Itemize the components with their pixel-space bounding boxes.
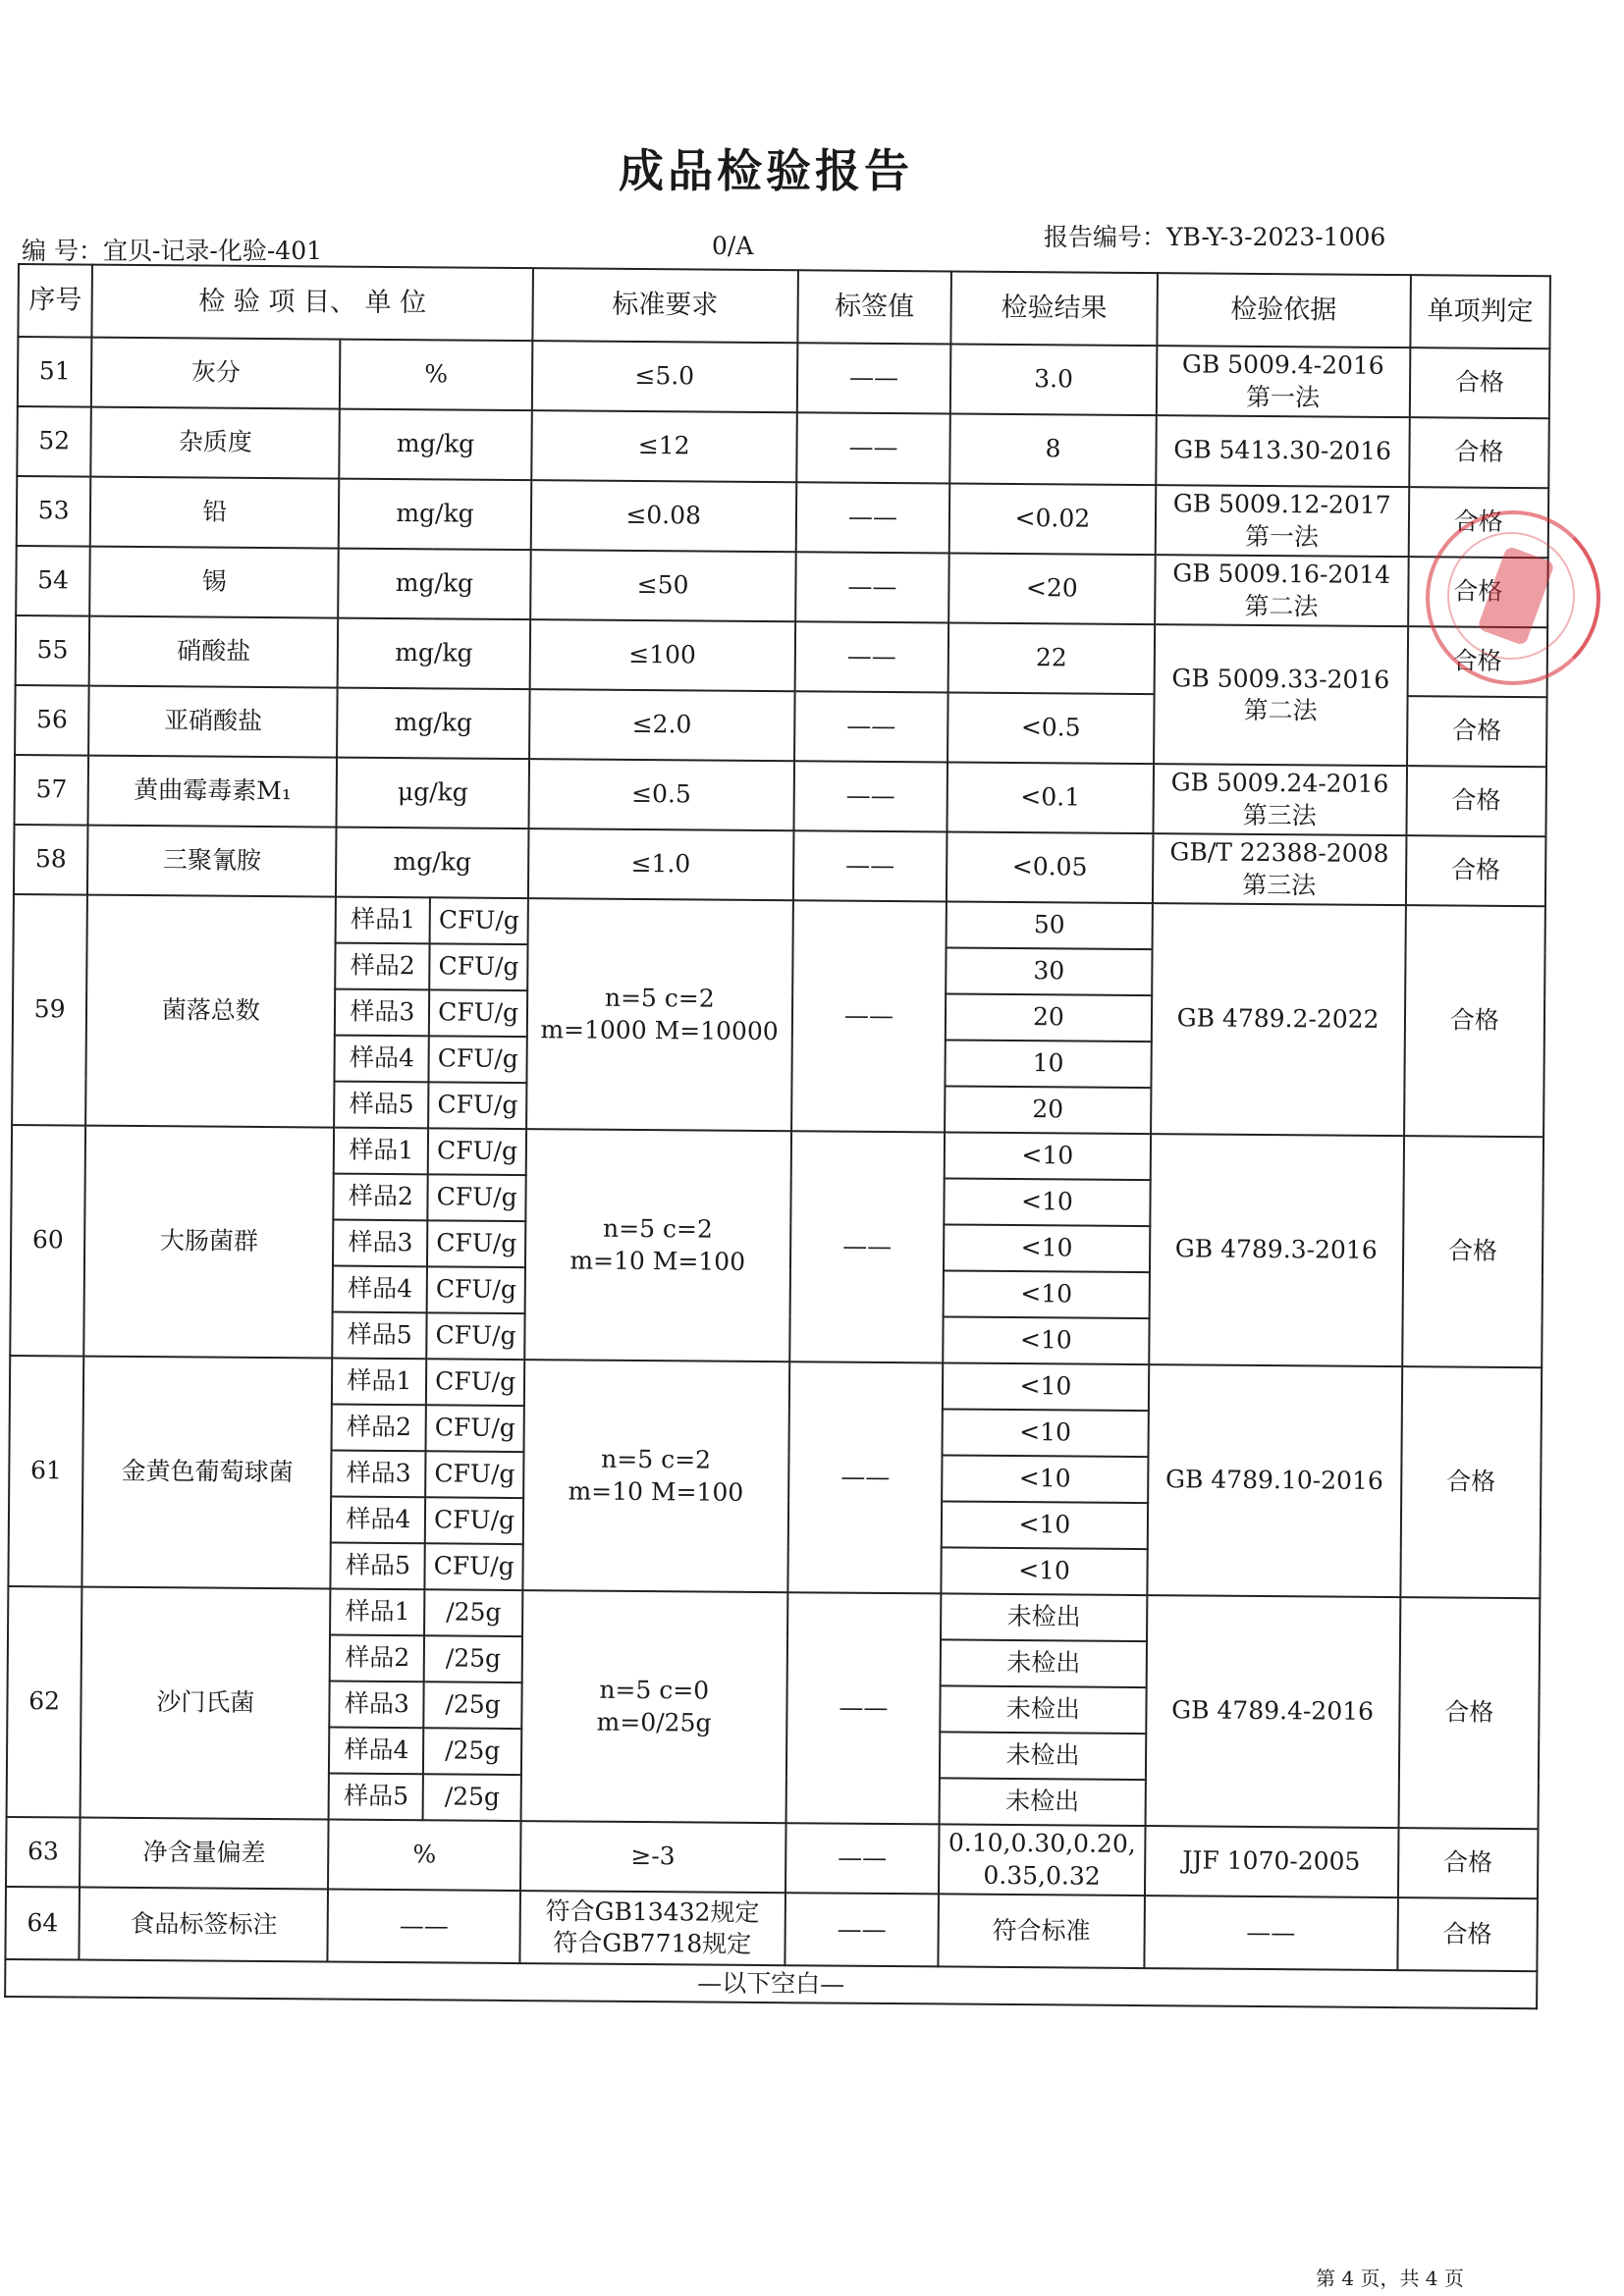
sample-unit: CFU/g (428, 1128, 526, 1175)
label-value: —— (794, 691, 948, 762)
item-name: 黄曲霉毒素M₁ (88, 756, 338, 828)
verdict: 合格 (1409, 417, 1549, 488)
label-value: —— (795, 552, 949, 622)
verdict: 合格 (1407, 696, 1547, 767)
sample-unit: CFU/g (425, 1497, 523, 1544)
sample-label: 样品5 (331, 1543, 426, 1590)
item-name: 食品标签标注 (80, 1888, 329, 1962)
sample-result: 未检出 (941, 1593, 1146, 1641)
standard: ≤0.5 (528, 759, 793, 830)
item-unit: mg/kg (338, 549, 530, 620)
result: <0.02 (949, 483, 1156, 555)
sample-result: <10 (945, 1132, 1150, 1180)
row-no: 52 (17, 406, 91, 477)
sample-result: <10 (943, 1362, 1148, 1411)
basis: JJF 1070-2005 (1144, 1826, 1398, 1897)
table-header-row (18, 264, 1550, 348)
sample-unit: CFU/g (426, 1451, 524, 1498)
sample-unit: /25g (423, 1728, 521, 1775)
sample-unit: CFU/g (430, 897, 528, 944)
label-value: —— (787, 1362, 944, 1593)
standard: ≤12 (531, 410, 796, 482)
standard: n=5 c=2 m=1000 M=10000 (526, 898, 793, 1131)
label-value: —— (794, 621, 948, 692)
label-value: —— (789, 1131, 946, 1362)
sample-label: 样品4 (333, 1266, 428, 1313)
col-verdict-header: 单项判定 (1410, 275, 1550, 348)
sample-result: <10 (944, 1270, 1149, 1318)
sample-result: 10 (946, 1040, 1151, 1088)
label-value: —— (785, 1592, 942, 1824)
item-name: 锡 (89, 547, 339, 618)
table-row (5, 1887, 1538, 1971)
standard: ≤5.0 (532, 341, 797, 412)
item-unit: mg/kg (340, 409, 532, 481)
label-value: —— (796, 412, 950, 483)
col-standard-header: 标准要求 (532, 268, 797, 343)
sample-label: 样品4 (329, 1728, 424, 1775)
sample-result: 50 (947, 901, 1152, 949)
sample-unit: /25g (424, 1589, 522, 1636)
result: 符合标准 (939, 1894, 1145, 1968)
item-unit: mg/kg (336, 828, 528, 899)
sample-label: 样品5 (333, 1312, 428, 1360)
row-no: 51 (18, 337, 92, 407)
sample-unit: CFU/g (427, 1220, 525, 1267)
table-row (16, 546, 1548, 627)
result: 3.0 (950, 344, 1157, 415)
item-unit: % (340, 340, 532, 411)
table-row (6, 1817, 1539, 1898)
item-name: 亚硝酸盐 (88, 686, 338, 758)
row-no: 59 (12, 894, 87, 1126)
sample-label: 样品3 (333, 1220, 428, 1267)
item-name: 菌落总数 (85, 895, 336, 1128)
row-no: 61 (8, 1356, 83, 1587)
sample-unit: CFU/g (427, 1266, 525, 1313)
item-name: 大肠菌群 (84, 1126, 335, 1359)
col-item-header: 检 验 项 目、 单 位 (92, 265, 533, 342)
result: 8 (950, 413, 1157, 485)
sample-unit: CFU/g (425, 1543, 523, 1590)
sample-label: 样品3 (330, 1682, 425, 1729)
verdict: 合格 (1407, 626, 1547, 697)
item-unit: mg/kg (337, 688, 529, 760)
standard: n=5 c=2 m=10 M=100 (522, 1360, 789, 1592)
standard: ≤0.08 (531, 480, 796, 552)
verdict: 合格 (1397, 1897, 1538, 1971)
basis: GB 5009.4-2016 第一法 (1156, 346, 1410, 417)
label-value: —— (793, 761, 947, 831)
item-name: 铅 (90, 477, 340, 549)
sample-label: 样品1 (332, 1359, 427, 1406)
sample-unit: CFU/g (428, 1174, 526, 1221)
row-no: 54 (16, 546, 90, 616)
standard: ≤100 (529, 619, 794, 691)
row-no: 56 (15, 685, 89, 756)
label-value: —— (796, 343, 950, 413)
verdict: 合格 (1410, 347, 1550, 418)
version-code: 0/A (712, 232, 754, 260)
basis: GB 4789.10-2016 (1147, 1364, 1402, 1597)
verdict: 合格 (1406, 835, 1546, 906)
result: <0.1 (947, 762, 1154, 833)
verdict: 合格 (1400, 1366, 1542, 1598)
verdict: 合格 (1398, 1597, 1540, 1829)
result: <0.05 (947, 831, 1153, 903)
record-number: 编 号：宜贝-记录-化验-401 (22, 237, 323, 265)
sample-label: 样品4 (331, 1497, 426, 1544)
sample-label: 样品1 (336, 897, 431, 944)
standard: ≤50 (530, 550, 795, 621)
sample-result: <10 (945, 1178, 1150, 1226)
result: 22 (948, 622, 1155, 694)
verdict: 合格 (1404, 905, 1545, 1137)
sample-label: 样品3 (331, 1451, 426, 1498)
table-row (14, 825, 1546, 906)
standard: n=5 c=0 m=0/25g (520, 1590, 787, 1823)
standard: ≤2.0 (529, 689, 794, 761)
sample-result: <10 (944, 1224, 1149, 1272)
item-unit: mg/kg (339, 479, 531, 551)
sample-label: 样品2 (335, 943, 430, 990)
sample-result: 20 (946, 993, 1151, 1041)
sample-unit: /25g (424, 1682, 522, 1729)
col-label-header: 标签值 (797, 270, 951, 344)
basis: GB 4789.3-2016 (1149, 1134, 1404, 1366)
sample-result: 未检出 (940, 1732, 1145, 1780)
item-unit: % (328, 1820, 520, 1892)
item-name: 三聚氰胺 (87, 826, 337, 897)
standard: ≤1.0 (528, 828, 793, 900)
item-name: 沙门氏菌 (81, 1587, 331, 1820)
basis: GB 5009.33-2016 第二法 (1154, 624, 1408, 766)
sample-unit: /25g (423, 1774, 521, 1821)
report-number: 报告编号：YB-Y-3-2023-1006 (1044, 223, 1386, 251)
row-no: 63 (6, 1817, 81, 1888)
inspection-table (4, 263, 1551, 2009)
sample-result: <10 (942, 1547, 1147, 1595)
sample-label: 样品4 (335, 1036, 430, 1083)
standard: n=5 c=2 m=10 M=100 (524, 1129, 791, 1362)
sample-unit: /25g (424, 1635, 522, 1682)
table-row (18, 337, 1550, 418)
item-name: 杂质度 (91, 407, 341, 479)
basis: GB/T 22388-2008 第三法 (1152, 833, 1406, 905)
row-no: 53 (17, 476, 91, 547)
basis: GB 5009.24-2016 第三法 (1153, 764, 1407, 835)
sample-label: 样品1 (330, 1589, 425, 1636)
sample-result: <10 (942, 1501, 1147, 1549)
sample-label: 样品3 (335, 989, 430, 1037)
verdict: 合格 (1398, 1828, 1539, 1898)
sample-unit: CFU/g (429, 1036, 527, 1083)
row-no: 57 (15, 755, 89, 826)
sample-label: 样品2 (334, 1174, 429, 1221)
basis: GB 4789.2-2022 (1151, 903, 1406, 1136)
result: 0.10,0.30,0.20, 0.35,0.32 (939, 1824, 1145, 1896)
sample-label: 样品5 (334, 1082, 429, 1129)
sample-unit: CFU/g (430, 943, 528, 990)
sample-result: 未检出 (941, 1685, 1146, 1734)
sample-label: 样品1 (334, 1128, 429, 1175)
sample-unit: CFU/g (426, 1359, 524, 1406)
sample-result: <10 (943, 1409, 1148, 1457)
sample-result: 未检出 (940, 1778, 1145, 1826)
row-no: 62 (7, 1586, 82, 1818)
table-row (15, 755, 1547, 836)
item-name: 灰分 (91, 338, 341, 409)
result: <0.5 (947, 692, 1154, 764)
sample-unit: CFU/g (426, 1405, 524, 1452)
sample-unit: CFU/g (427, 1312, 525, 1360)
verdict: 合格 (1408, 557, 1548, 627)
blank-marker: —以下空白— (5, 1959, 1537, 2008)
item-unit: —— (328, 1890, 520, 1964)
label-value: —— (792, 830, 947, 901)
row-no: 58 (14, 825, 88, 895)
verdict: 合格 (1402, 1136, 1543, 1367)
sample-unit: CFU/g (429, 989, 527, 1037)
verdict: 合格 (1408, 487, 1548, 558)
table-row (17, 476, 1549, 558)
sample-label: 样品2 (332, 1405, 427, 1452)
standard: 符合GB13432规定 符合GB7718规定 (519, 1891, 785, 1965)
item-name: 硝酸盐 (89, 616, 339, 688)
table-row (16, 615, 1548, 697)
sample-label: 样品2 (330, 1635, 425, 1682)
basis: GB 5009.12-2017 第一法 (1155, 485, 1409, 557)
label-value: —— (785, 1893, 939, 1966)
sample-label: 样品5 (329, 1774, 424, 1821)
sample-result: 30 (947, 947, 1152, 995)
item-unit: mg/kg (338, 618, 530, 690)
basis: GB 5009.16-2014 第二法 (1155, 555, 1409, 626)
col-result-header: 检验结果 (951, 271, 1158, 346)
verdict: 合格 (1406, 766, 1546, 836)
page-number: 第 4 页，共 4 页 (1316, 2267, 1464, 2290)
row-no: 60 (10, 1125, 85, 1357)
item-name: 金黄色葡萄球菌 (82, 1357, 333, 1589)
label-value: —— (795, 482, 949, 553)
sample-unit: CFU/g (429, 1082, 527, 1129)
basis: GB 4789.4-2016 (1145, 1595, 1400, 1828)
col-basis-header: 检验依据 (1157, 273, 1411, 347)
item-name: 净含量偏差 (80, 1818, 329, 1890)
basis: GB 5413.30-2016 (1156, 415, 1410, 487)
standard: ≥-3 (520, 1821, 785, 1893)
col-seq-header: 序号 (18, 264, 92, 338)
row-no: 64 (5, 1887, 80, 1960)
item-unit: μg/kg (337, 758, 529, 829)
sample-result: 20 (945, 1086, 1150, 1134)
label-value: —— (785, 1823, 940, 1894)
table-row (17, 406, 1549, 488)
sample-result: 未检出 (941, 1639, 1146, 1687)
sample-result: <10 (943, 1455, 1148, 1503)
result: <20 (949, 553, 1156, 624)
row-no: 55 (16, 615, 90, 686)
report-title: 成品检验报告 (619, 144, 913, 197)
sample-result: <10 (944, 1316, 1149, 1364)
label-value: —— (791, 900, 947, 1132)
basis: —— (1144, 1896, 1398, 1970)
